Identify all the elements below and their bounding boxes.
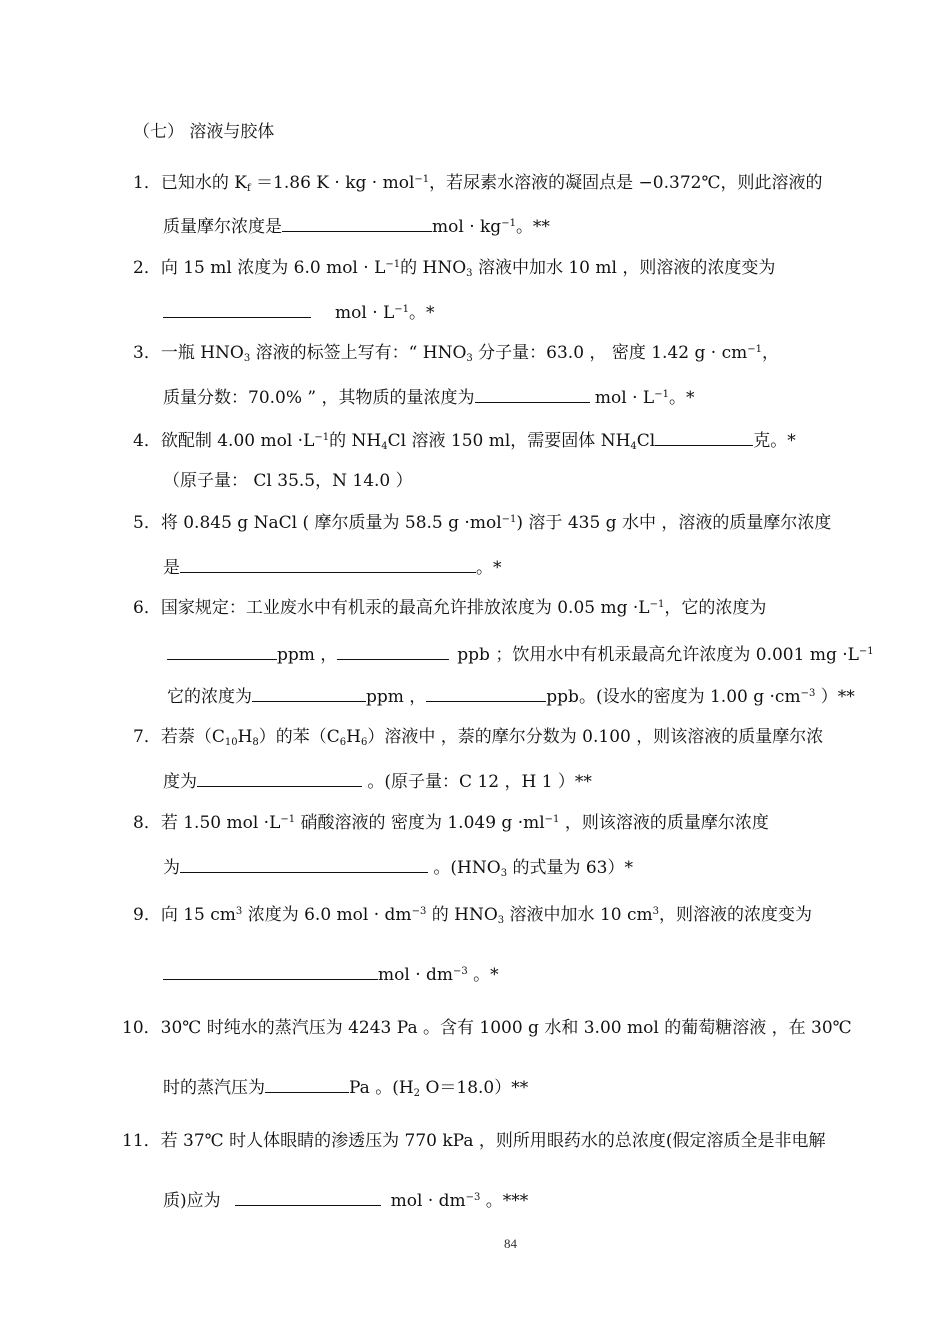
question-8-line-2: 为 。($HNO_3$ 的式量为 63）* — [163, 854, 633, 879]
question-10-line-2: 时的蒸汽压为 Pa 。($H_2$ O＝18.0）** — [163, 1074, 528, 1099]
question-6-line-3: 它的浓度为 ppm ， ppb。(设水的密度为 1.00 $g \cdot cm^{-3}$ ）** — [167, 683, 855, 708]
question-3-line-1: 3．一瓶 $HNO_3$ 溶液的标签上写有：“ $HNO_3$ 分子量：63.0 ， 密度 1.42 $g \cdot cm^{-1}$， — [133, 343, 779, 364]
question-4-line-1: 4．欲配制 4.00 mol $\cdot L^{-1}$的 $NH_4Cl$ 溶液 150 ml，需要固体 $NH_4Cl$ 克。* — [133, 427, 796, 452]
question-6-line-2: ppm ， ppb ；饮用水中有机汞最高允许浓度为 0.001 mg $\cdot L^{-1}$ — [167, 641, 874, 666]
question-2-line-1: 2．向 15 ml 浓度为 6.0 mol · $L^{-1}$的 $HNO_3$ 溶液中加水 10 ml ，则溶液的浓度变为 — [133, 258, 776, 279]
answer-blank[interactable] — [337, 641, 449, 660]
question-6-line-1: 6．国家规定：工业废水中有机汞的最高允许排放浓度为 0.05 mg $\cdot L^{-1}$，它的浓度为 — [133, 598, 767, 618]
question-11-line-2: 质)应为 mol · $dm^{-3}$ 。*** — [163, 1187, 528, 1212]
question-2-line-2: mol · $L^{-1}$。* — [163, 299, 435, 324]
page-number: 84 — [504, 1236, 517, 1251]
answer-blank[interactable] — [197, 768, 362, 787]
answer-blank[interactable] — [163, 299, 311, 318]
question-10-line-1: 10．30℃ 时纯水的蒸汽压为 4243 Pa 。含有 1000 g 水和 3.00 mol 的葡萄糖溶液 ，在 30℃ — [122, 1018, 852, 1038]
question-1-line-1: 1．已知水的 $K_f =1.86$ K · kg · mol$^{-1}$，若尿素水溶液的凝固点是 −0.372℃，则此溶液的 — [133, 173, 823, 194]
question-number: 1． — [133, 173, 161, 193]
answer-blank[interactable] — [475, 384, 590, 403]
question-3-line-2: 质量分数：70.0% ” ，其物质的量浓度为 mol · $L^{-1}$。* — [163, 384, 694, 409]
question-5-line-2: 是 。* — [163, 554, 502, 579]
question-8-line-1: 8．若 1.50 mol $\cdot L^{-1}$ 硝酸溶液的 密度为 1.049 $g \cdot ml^{-1}$ ，则该溶液的质量摩尔浓度 — [133, 813, 769, 833]
answer-blank[interactable] — [180, 854, 428, 873]
question-7-line-2: 度为 。(原子量：C 12 ，H 1 ）** — [163, 768, 592, 793]
question-5-line-1: 5．将 0.845 g NaCl ( 摩尔质量为 58.5 g ·mol$^{-1}$) 溶于 435 g 水中 ，溶液的质量摩尔浓度 — [133, 513, 832, 533]
question-9-line-1: 9．向 15 $cm^3$ 浓度为 6.0 mol · $dm^{-3}$ 的 $HNO_3$ 溶液中加水 10 $cm^3$，则溶液的浓度变为 — [133, 905, 812, 926]
answer-blank[interactable] — [655, 427, 753, 446]
question-1-line-2: 质量摩尔浓度是 mol · $kg^{-1}$。** — [163, 213, 550, 238]
question-9-line-2: mol · $dm^{-3}$ 。* — [163, 961, 499, 986]
answer-blank[interactable] — [180, 554, 476, 573]
answer-blank[interactable] — [426, 683, 546, 702]
answer-blank[interactable] — [163, 961, 378, 980]
answer-blank[interactable] — [235, 1187, 381, 1206]
question-7-line-1: 7．若萘$(C_{10}H_8)$的苯$(C_6H_6)$溶液中 ，萘的摩尔分数为 0.100 ，则该溶液的质量摩尔浓 — [133, 727, 824, 748]
answer-blank[interactable] — [282, 213, 432, 232]
section-title: （七） 溶液与胶体 — [133, 122, 275, 142]
question-4-line-2: （原子量： Cl 35.5，N 14.0 ） — [163, 471, 413, 491]
answer-blank[interactable] — [167, 641, 277, 660]
answer-blank[interactable] — [265, 1074, 349, 1093]
answer-blank[interactable] — [252, 683, 366, 702]
question-11-line-1: 11．若 37℃ 时人体眼睛的渗透压为 770 kPa ，则所用眼药水的总浓度(假定溶质全是非电解 — [122, 1131, 826, 1151]
